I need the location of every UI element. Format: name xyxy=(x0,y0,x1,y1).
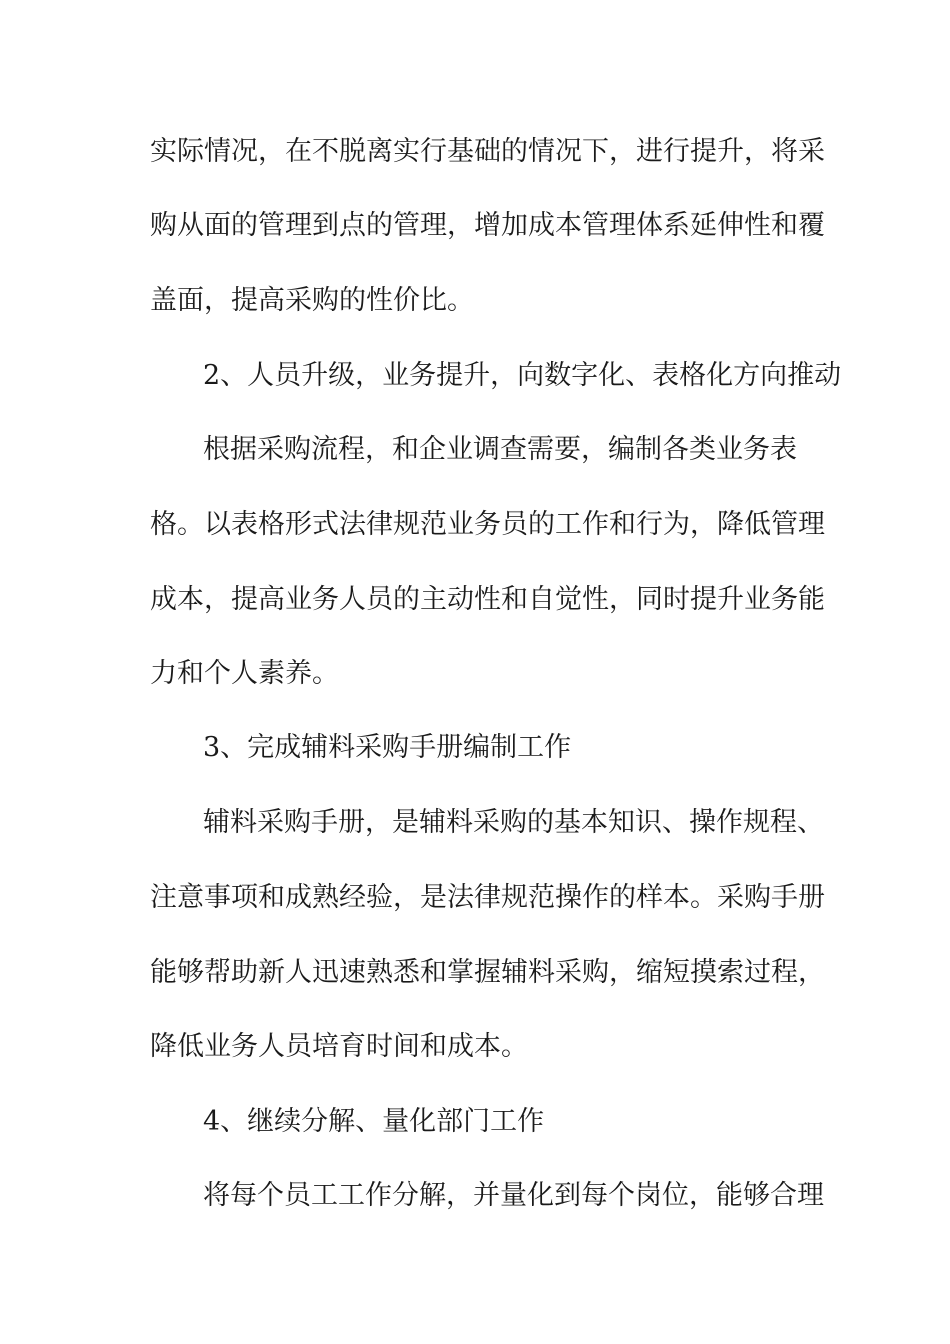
body-text-line: 实际情况，在不脱离实行基础的情况下，进行提升，将采 xyxy=(150,136,825,167)
section-heading: 3、完成辅料采购手册编制工作 xyxy=(203,732,572,763)
body-text-line: 购从面的管理到点的管理，增加成本管理体系延伸性和覆 xyxy=(150,210,825,241)
body-text-line: 能够帮助新人迅速熟悉和掌握辅料采购，缩短摸索过程， xyxy=(150,957,825,988)
body-text-line: 力和个人素养。 xyxy=(150,658,339,689)
section-heading: 4、继续分解、量化部门工作 xyxy=(203,1106,545,1137)
body-text-line: 将每个员工工作分解，并量化到每个岗位，能够合理 xyxy=(203,1180,824,1211)
body-text-line: 根据采购流程，和企业调查需要，编制各类业务表 xyxy=(203,434,797,465)
body-text-line: 辅料采购手册，是辅料采购的基本知识、操作规程、 xyxy=(203,807,824,838)
body-text-line: 注意事项和成熟经验，是法律规范操作的样本。采购手册 xyxy=(150,882,825,913)
body-text-line: 格。以表格形式法律规范业务员的工作和行为，降低管理 xyxy=(150,509,825,540)
section-heading: 2、人员升级，业务提升，向数字化、表格化方向推动 xyxy=(203,360,842,391)
body-text-line: 盖面，提高采购的性价比。 xyxy=(150,285,474,316)
body-text-line: 成本，提高业务人员的主动性和自觉性，同时提升业务能 xyxy=(150,584,825,615)
body-text-line: 降低业务人员培育时间和成本。 xyxy=(150,1031,528,1062)
